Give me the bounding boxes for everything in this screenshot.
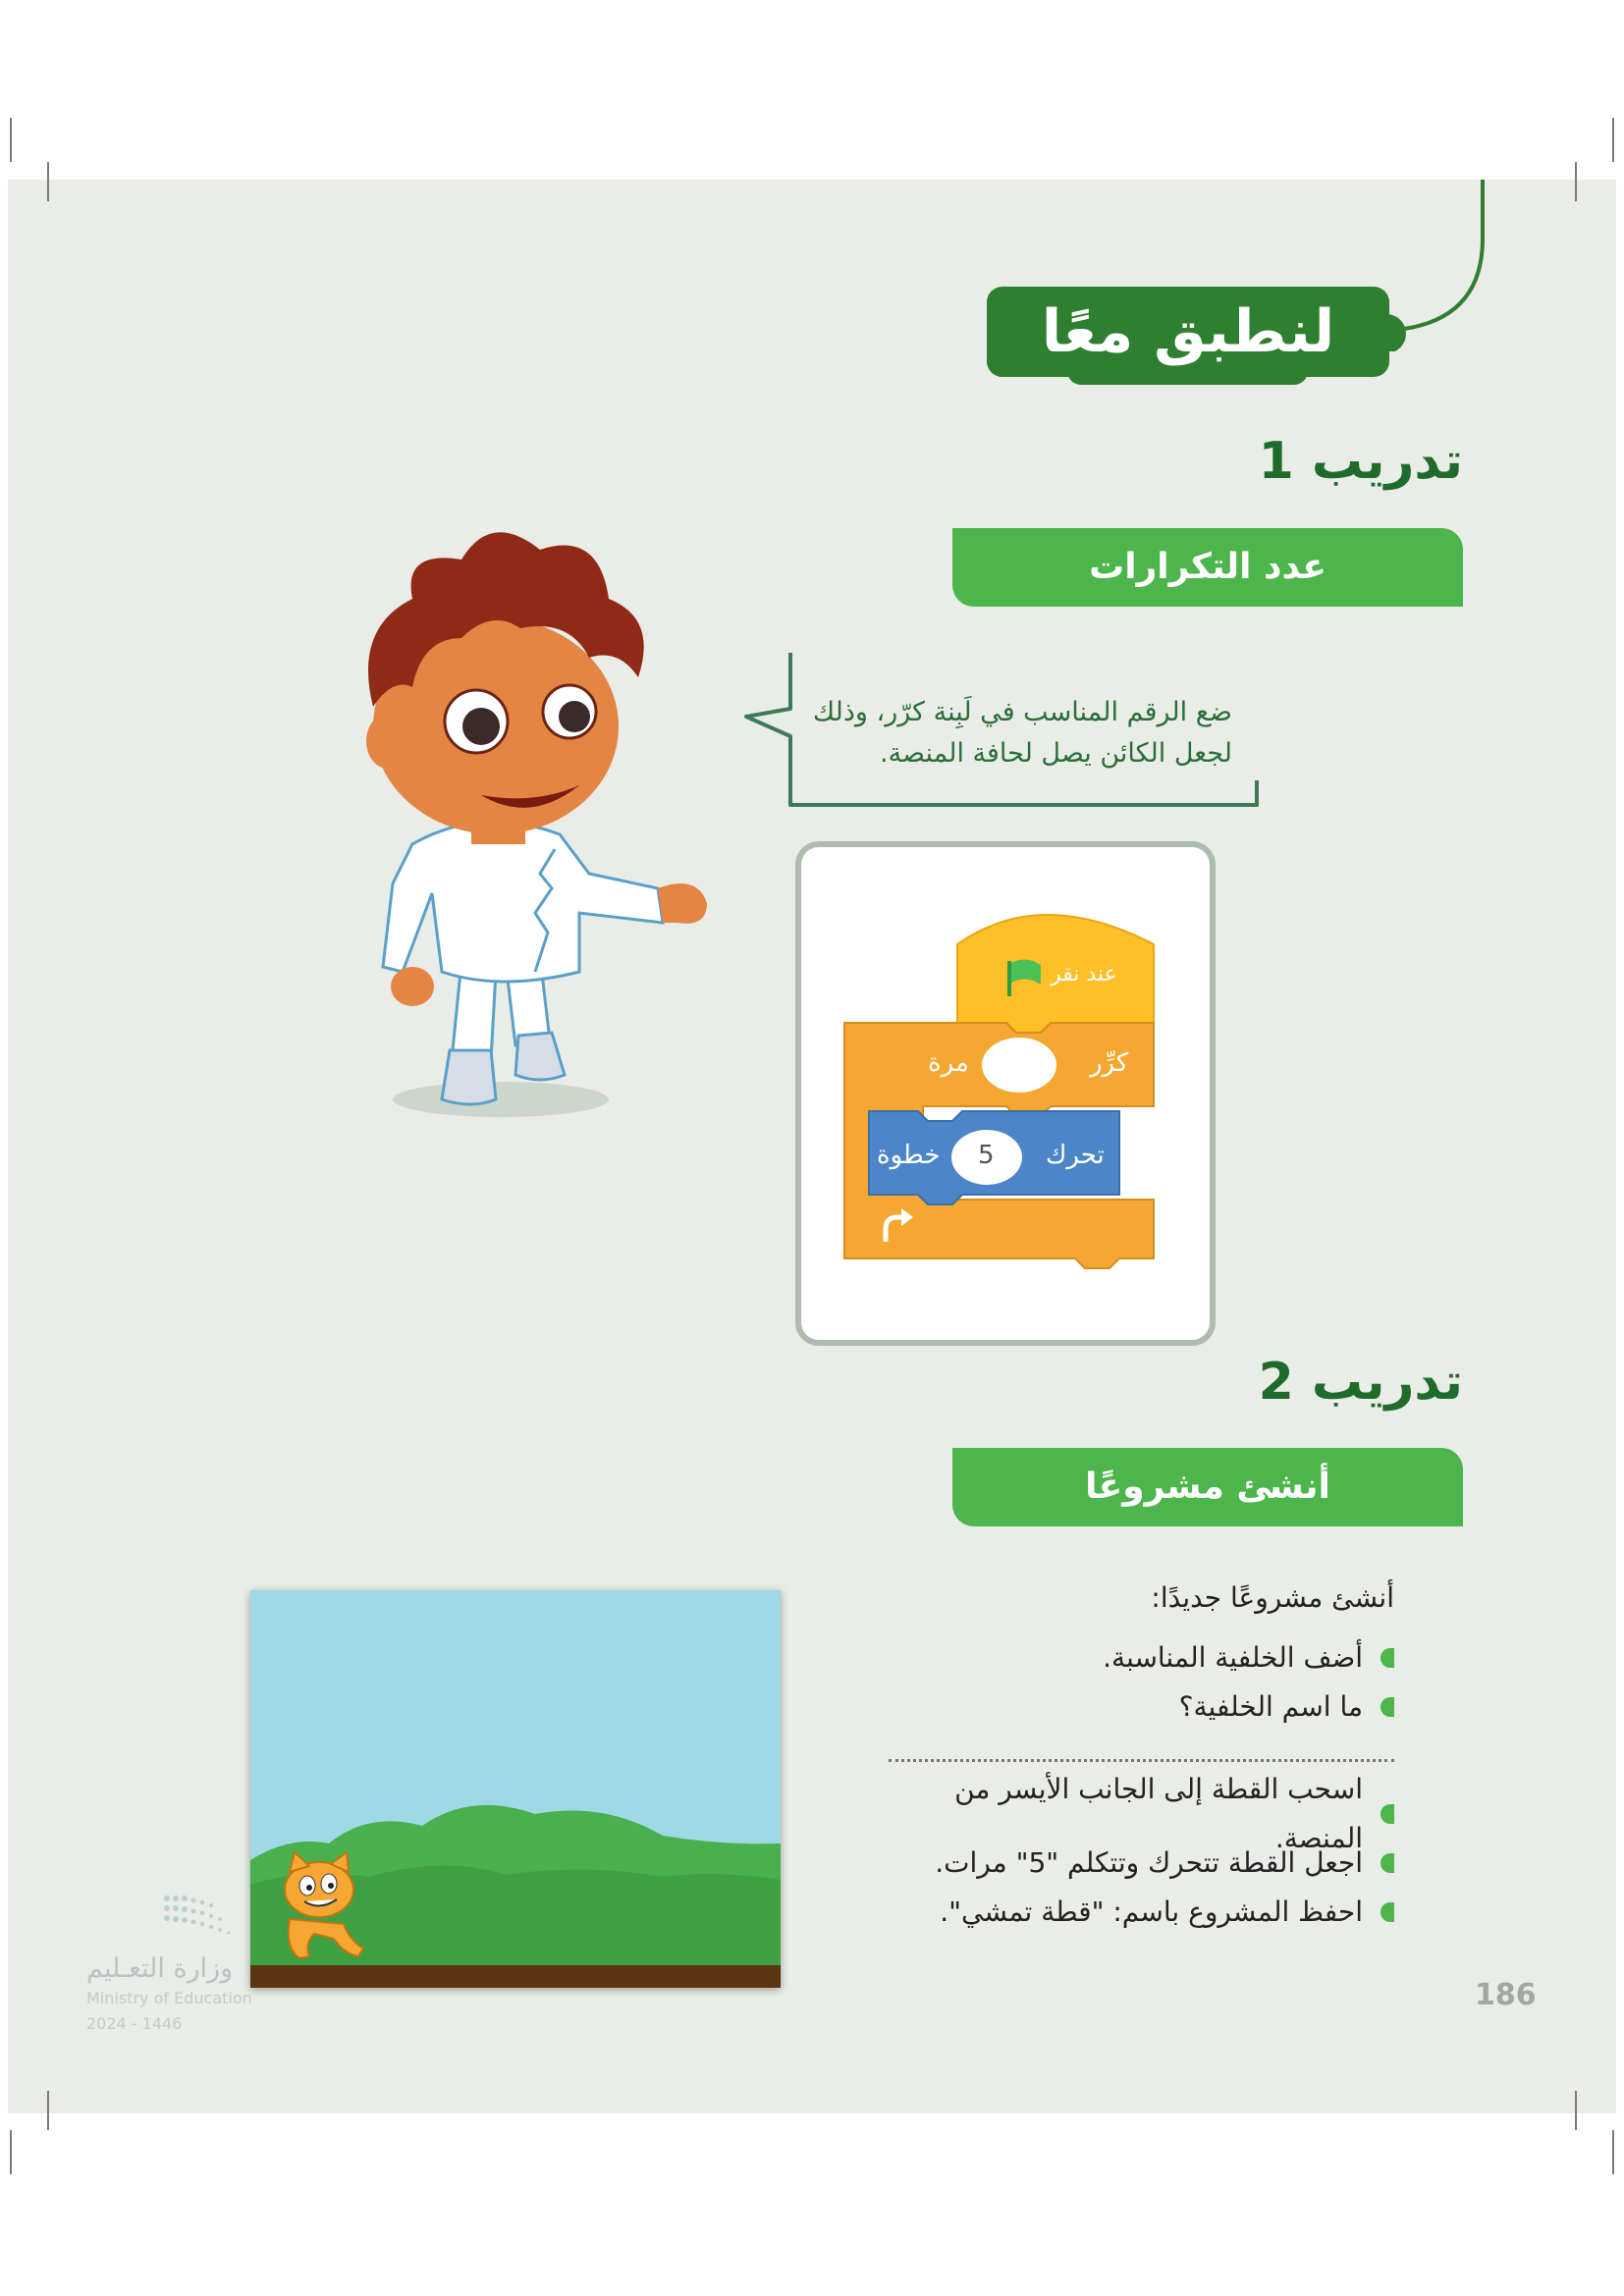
section-title	[987, 287, 1389, 385]
scratch-stage-preview	[250, 1590, 781, 1988]
crop-mark	[1575, 2091, 1577, 2130]
scratch-cat-sprite	[260, 1850, 378, 1968]
title-connector-line	[1375, 180, 1492, 351]
list-item: احفظ المشروع باسم: "قطة تمشي".	[864, 1888, 1394, 1937]
ministry-logo-arabic: وزارة التعـليم	[86, 1953, 234, 1984]
repeat-block-label: كرِّر	[1090, 1048, 1129, 1078]
bullet-icon	[1380, 1697, 1394, 1717]
move-steps-value: 5	[978, 1141, 995, 1170]
crop-mark	[1612, 2130, 1614, 2174]
crop-mark	[47, 2091, 49, 2130]
bullet-icon	[1380, 1804, 1394, 1824]
hat-block-label: عند نقر	[1051, 962, 1117, 987]
crop-mark	[1612, 118, 1614, 162]
bullet-icon	[1380, 1853, 1394, 1873]
boy-character-illustration	[295, 510, 727, 1129]
answer-line[interactable]	[889, 1739, 1394, 1762]
exercise1-banner: عدد التكرارات	[952, 528, 1463, 607]
move-unit-label: خطوة	[877, 1141, 941, 1170]
speech-line: لجعل الكائن يصل لحافة المنصة.	[880, 738, 1232, 769]
ministry-logo-dots-icon	[162, 1893, 250, 1947]
ministry-logo-year: 2024 - 1446	[86, 2014, 183, 2033]
bullet-icon	[1380, 1902, 1394, 1922]
crop-mark	[10, 2130, 12, 2174]
move-block-label: تحرك	[1046, 1141, 1105, 1170]
list-item: ما اسم الخلفية؟	[864, 1682, 1394, 1732]
section-title-text: لنطبق معًا	[987, 287, 1389, 377]
list-item: اجعل القطة تتحرك وتتكلم "5" مرات.	[864, 1839, 1394, 1888]
speech-line: ضع الرقم المناسب في لَبِنة كرّر، وذلك	[812, 697, 1232, 727]
scratch-code-blocks	[795, 841, 1218, 1352]
ministry-logo-english: Ministry of Education	[86, 1989, 252, 2007]
repeat-count-input	[982, 1038, 1056, 1093]
list-item: أضف الخلفية المناسبة.	[864, 1633, 1394, 1682]
exercise2-heading: تدريب 2	[1258, 1353, 1463, 1412]
crop-mark	[1575, 162, 1577, 201]
bullet-icon	[1380, 1648, 1394, 1668]
crop-mark	[10, 118, 12, 162]
speech-bubble-text	[800, 692, 1232, 774]
instructions-intro: أنشئ مشروعًا جديدًا:	[1151, 1581, 1394, 1614]
exercise1-heading: تدريب 1	[1258, 432, 1463, 491]
list-item: اسحب القطة إلى الجانب الأيسر من المنصة.	[864, 1789, 1394, 1839]
exercise2-banner: أنشئ مشروعًا	[952, 1448, 1463, 1526]
exercise2-instructions	[864, 1578, 1394, 1937]
page-number: 186	[1475, 1978, 1537, 2012]
repeat-unit-label: مرة	[928, 1048, 969, 1078]
crop-mark	[47, 162, 49, 201]
